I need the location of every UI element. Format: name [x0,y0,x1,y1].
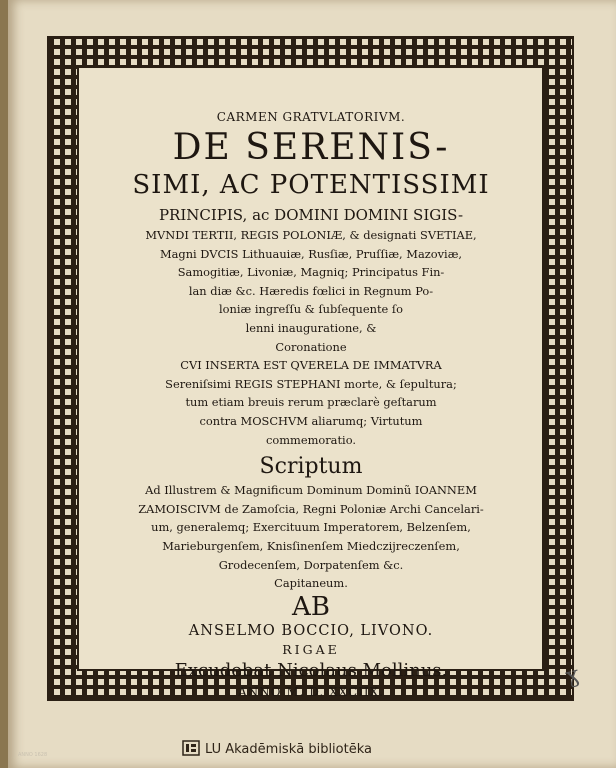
body-line: lan diæ &c. Hæredis fœlici in Regnum Po- [188,283,434,298]
dedication-line: um, generalemq; Exercituum Imperatorem, Belzenſem, [151,520,471,535]
library-stamp: LU Akadēmiskā bibliotēka [205,742,372,757]
principis-line: PRINCIPIS, ac DOMINI DOMINI SIGIS- [158,206,464,224]
inventory-mark: ANNO 1628 [18,752,48,758]
body-line: lenni inauguratione, & [245,320,377,335]
scriptum: Scriptum [259,454,363,480]
body-line: contra MOSCHVM aliarumq; Virtutum [199,413,423,428]
book-page [8,0,616,768]
title-line-1: DE SERENIS- [172,127,450,168]
dedication-line: Grodecenſem, Dorpatenſem &c. [218,557,404,572]
year: ANNO M. D. XXCIIX. [238,684,384,699]
dedication-line: Marieburgenſem, Knisſinenſem Miedczijreczenſem, [162,538,460,553]
place: RIGAE [282,641,340,657]
body-line: tum etiam breuis rerum præclarè geſtarum [185,395,437,410]
body-line: MVNDI TERTII, REGIS POLONIÆ, & designati SVETIAE, [145,228,477,242]
heading: CARMEN GRATVLATORIVM. [216,110,406,124]
body-line: Magni DVCIS Lithuauiæ, Rusſiæ, Pruſſiæ, Mazoviæ, [159,246,463,261]
dedication-line: Capitaneum. [274,576,348,591]
pencil-mark-icon: ɣ [562,662,582,690]
library-logo-icon [182,739,200,757]
body-line: loniæ ingreſſu & ſubſequente ſo [219,302,403,317]
printer: Excudebat Nicolaus Mollinus. [174,659,448,681]
author: ANSELMO BOCCIO, LIVONO. [188,622,434,639]
body-line: commemoratio. [266,432,356,447]
dedication-line: ZAMOISCIVM de Zamoſcia, Regni Poloniæ Archi Cancelari- [138,501,484,516]
body-line: Samogitiæ, Livoniæ, Magniq; Principatus Fin- [177,265,445,280]
dedication-line: Ad Illustrem & Magnificum Dominum Dominũ IOANNEM [145,483,477,498]
body-line: Coronatione [275,339,347,354]
body-line: Sereniſsimi REGIS STEPHANI morte, & ſepultura; [165,376,457,391]
title-page-text [80,110,542,701]
title-line-2: SIMI, AC POTENTISSIMI [132,170,490,200]
body-line: CVI INSERTA EST QVERELA DE IMMATVRA [180,358,442,373]
ab: AB [292,591,330,622]
